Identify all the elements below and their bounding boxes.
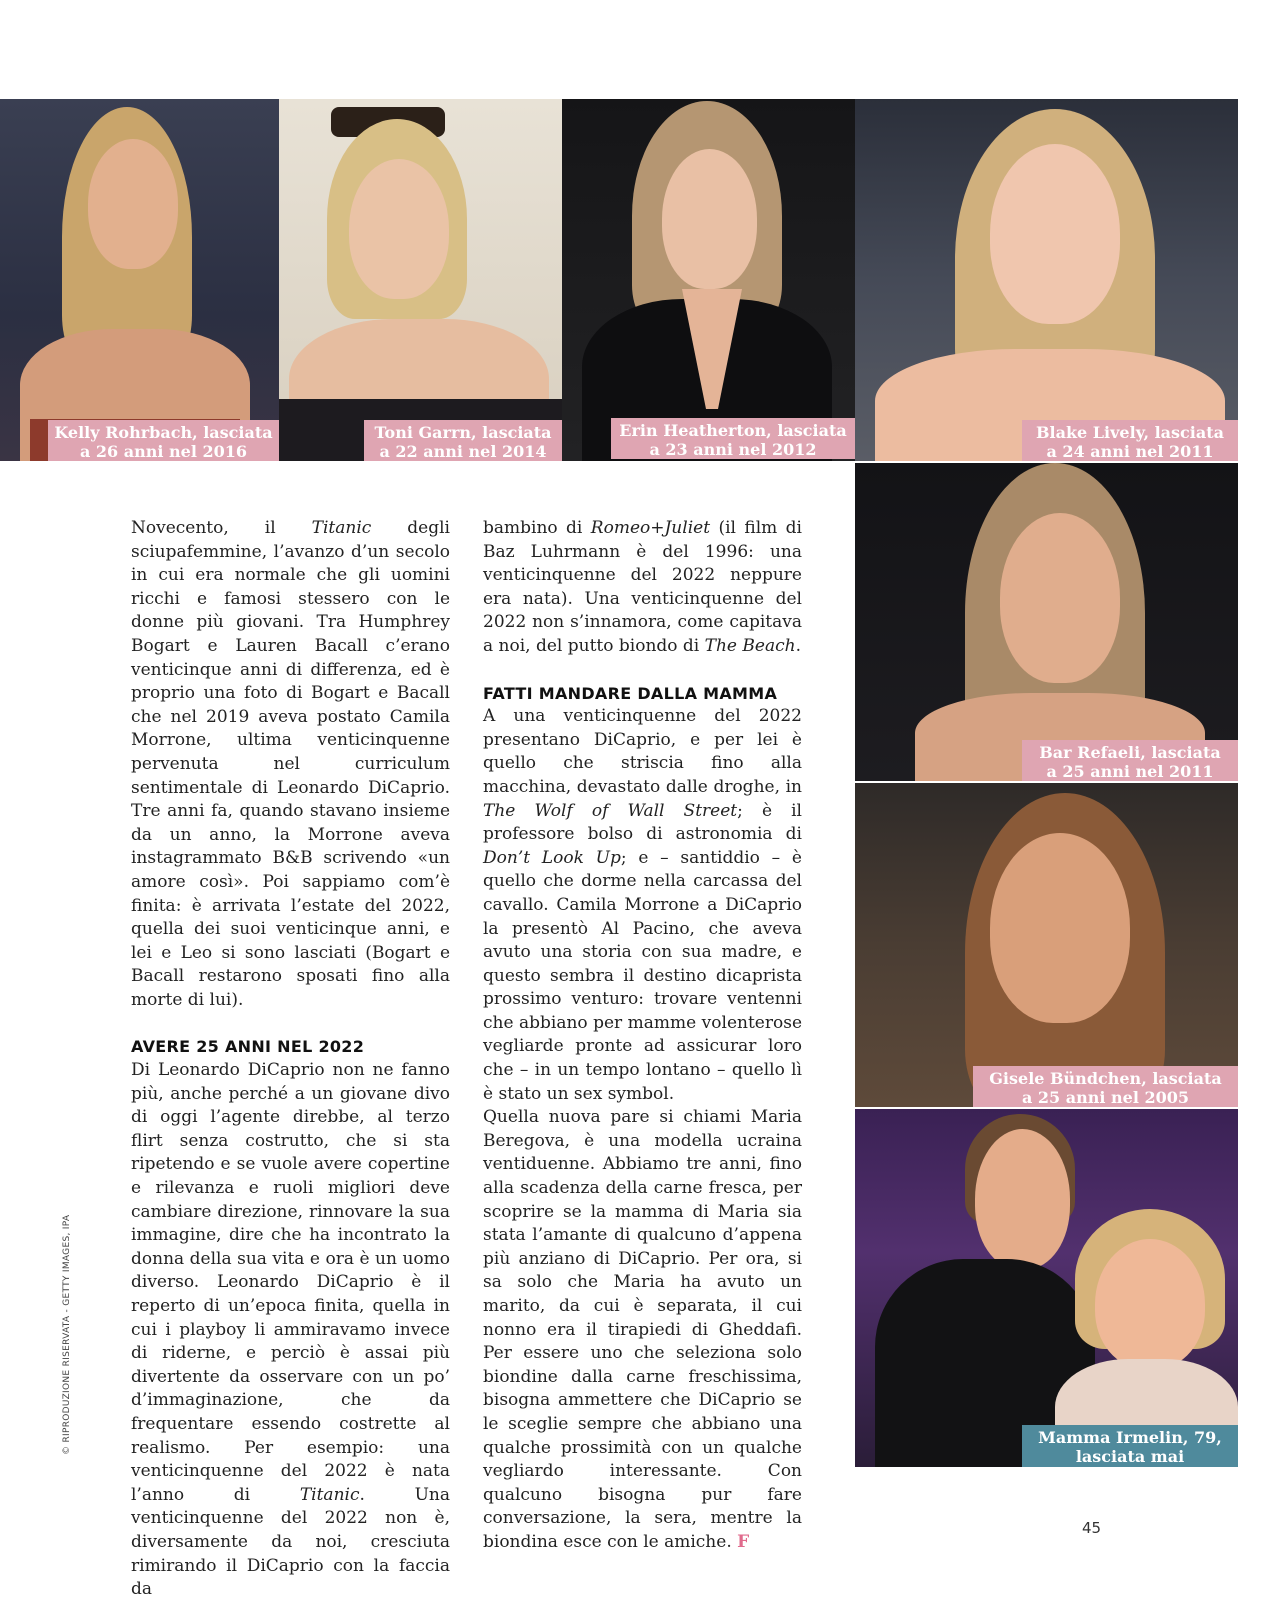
caption-line-2: a 24 anni nel 2011 xyxy=(1046,442,1214,461)
end-mark: F xyxy=(737,1531,750,1552)
photo-blake-lively xyxy=(855,99,1238,461)
paragraph: A una venticinquenne del 2022 presentano DiCaprio, e per lei è quello che striscia fino alla macchina, devastato dalle droghe, in The Wolf of Wall Street; è il professore bolso di astronomia di Don’t Look Up; e – santiddio – è quello che dorme nella carcassa del cavallo. Camila Morrone a DiCaprio la presentò Al Pacino, che aveva avuto una storia con sua madre, e questo sembra il destino dicaprista prossimo venturo: trovare ventenni che abbiano per mamme volenterose vegliarde pronte ad assicurar loro che – in un tempo lontano – quello lì è stato un sex symbol. xyxy=(483,706,802,1104)
caption-line-1: Bar Refaeli, lasciata xyxy=(1039,743,1221,762)
caption-bar-refaeli xyxy=(1022,740,1238,781)
caption-line-2: a 25 anni nel 2011 xyxy=(1046,762,1214,781)
caption-line-1: Mamma Irmelin, 79, xyxy=(1038,1428,1222,1447)
section-heading: AVERE 25 ANNI NEL 2022 xyxy=(131,1037,365,1057)
face-shape xyxy=(1095,1239,1205,1369)
caption-line-1: Erin Heatherton, lasciata xyxy=(619,421,847,440)
photo-toni-garrn xyxy=(279,99,562,461)
photo-credit: © RIPRODUZIONE RISERVATA - GETTY IMAGES, IPA xyxy=(62,1214,72,1455)
photo-kelly-rohrbach xyxy=(0,99,279,461)
caption-kelly-rohrbach xyxy=(48,420,279,461)
photo-gisele-bundchen xyxy=(855,783,1238,1107)
caption-toni-garrn xyxy=(364,420,562,461)
face-shape xyxy=(88,139,178,269)
caption-line-2: lasciata mai xyxy=(1075,1447,1185,1466)
section-heading: FATTI MANDARE DALLA MAMMA xyxy=(483,683,778,703)
caption-line-2: a 22 anni nel 2014 xyxy=(379,442,547,461)
photo-mamma-irmelin xyxy=(855,1109,1238,1467)
face-shape xyxy=(990,144,1120,324)
caption-line-2: a 26 anni nel 2016 xyxy=(79,442,248,461)
caption-mamma-irmelin xyxy=(1022,1425,1238,1467)
caption-erin-heatherton xyxy=(611,418,855,459)
paragraph: bambino di Romeo+Juliet (il film di Baz Luhrmann è del 1996: una venticinquenne del 2022 neppure era nata). Una venticinquenne del 2022 non s’innamora, come capitava a noi, del putto biondo di The Beach. xyxy=(483,518,802,656)
paragraph: Novecento, il Titanic degli sciupafemmine, l’avanzo d’un secolo in cui era normale che gli uomini ricchi e famosi stessero con le donne più giovani. Tra Humphrey Bogart e Lauren Bacall c’erano venticinque anni di differenza, ed è proprio una foto di Bogart e Bacall che nel 2019 aveva postato Camila Morrone, ultima venticinquenne pervenuta nel curriculum sentimentale di Leonardo DiCaprio. Tre anni fa, quando stavano insieme da un anno, la Morrone aveva instagrammato B&B scrivendo «un amore così». Poi sappiamo com’è finita: è arrivata l’estate del 2022, quella dei suoi venticinque anni, e lei e Leo si sono lasciati (Bogart e Bacall restarono sposati fino alla morte di lui). xyxy=(131,518,450,1010)
face-shape xyxy=(990,833,1130,1023)
page-number: 45 xyxy=(1082,1519,1102,1537)
caption-line-1: Blake Lively, lasciata xyxy=(1036,423,1224,442)
paragraph: Quella nuova pare si chiami Maria Beregova, è una modella ucraina ventiduenne. Abbiamo tre anni, fino alla scadenza della carne fresca, per scoprire se la mamma di Maria sia stata l’amante di qualcuno d’appena più anziano di DiCaprio. Per ora, si sa solo che Maria ha avuto un marito, da cui è separata, il cui nonno era il tirapiedi di Gheddafi. Per essere uno che seleziona solo biondine dalla carne freschissima, bisogna ammettere che DiCaprio se le sceglie sempre che abbiano una qualche prossimità con un qualche vegliardo interessante. Con qualcuno bisogna pur fare conversazione, la sera, mentre la biondina esce con le amiche. F xyxy=(483,1107,802,1552)
face-shape xyxy=(662,149,757,289)
photo-erin-heatherton xyxy=(562,99,855,461)
article-column-2 xyxy=(483,517,802,1555)
face-shape xyxy=(1000,513,1120,683)
paragraph: Di Leonardo DiCaprio non ne fanno più, anche perché a un giovane divo di oggi l’agente direbbe, al terzo flirt senza costrutto, che si sta ripetendo e se vuole avere copertine e rilevanza e ruoli migliori deve cambiare direzione, rinnovare la sua immagine, dire che ha incontrato la donna della sua vita e ora è un uomo diverso. Leonardo DiCaprio è il reperto di un’epoca finita, quella in cui i playboy li ammiravamo invece di riderne, e perciò è assai più divertente da osservare con un po’ d’immaginazione, che da frequentare essendo costrette al realismo. Per esempio: una venticinquenne del 2022 è nata l’anno di Titanic. Una venticinquenne del 2022 non è, diversamente da noi, cresciuta rimirando il DiCaprio con la faccia da xyxy=(131,1060,450,1600)
photo-bar-refaeli xyxy=(855,463,1238,781)
caption-line-1: Toni Garrn, lasciata xyxy=(374,423,552,442)
caption-line-2: a 23 anni nel 2012 xyxy=(649,440,817,459)
caption-gisele-bundchen xyxy=(973,1066,1238,1107)
caption-line-1: Kelly Rohrbach, lasciata xyxy=(54,423,273,442)
article-column-1 xyxy=(131,517,450,1602)
caption-line-1: Gisele Bündchen, lasciata xyxy=(989,1069,1222,1088)
caption-blake-lively xyxy=(1022,420,1238,461)
face-shape xyxy=(975,1129,1070,1269)
face-shape xyxy=(349,159,449,299)
caption-line-2: a 25 anni nel 2005 xyxy=(1021,1088,1190,1107)
